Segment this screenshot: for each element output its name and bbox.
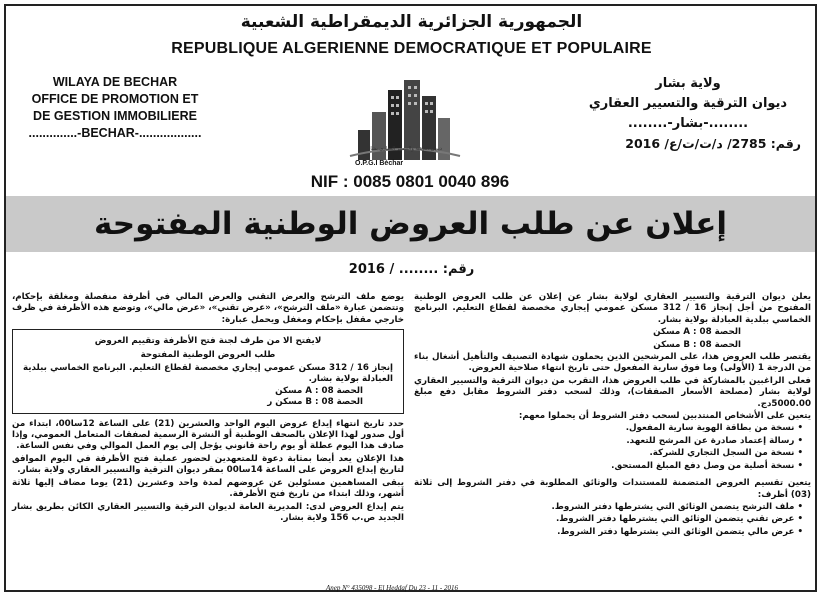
withdrawal-paragraph: فعلى الراغبين بالمشاركة في طلب العروض هذا، التقرب من ديوان الترقية والتسيير العقاري لولاية بشار (مصلحة الأسعار الصفقات)، وذلك لسحب دفتر الشروط مقابل دفع مبلغ 5000.00دج. bbox=[414, 375, 811, 409]
office-line-2: DE GESTION IMMOBILIERE bbox=[33, 109, 197, 123]
eligibility-paragraph: يقتصر طلب العروض هذا، على المرشحين الذين يحملون شهادة التصنيف والتأهيل أشغال بناء من الدرجة 1 (الأولى) وما فوق سارية المفعول حتى تاريخ انتهاء صلاحية العروض. bbox=[414, 352, 811, 374]
lot-a: الحصة A : 08 مسكن bbox=[653, 327, 741, 338]
intro-paragraph: يعلن ديوان الترقية والتسيير العقاري لولاية بشار عن إعلان عن طلب العروض الوطنية المفتوح من أجل إنجاز 16 / 312 مسكن عمومي إيجاري مخصصة لقطاع التعليم. البرنامج الخماسي ببلدية العبادلة بولاية بشار. bbox=[414, 292, 811, 325]
list-item: • عرض تقني يتضمن الوثائق التي يشترطها دفتر الشروط. bbox=[414, 514, 811, 525]
list-item: • نسخة من بطاقة الهوية سارية المفعول. bbox=[414, 423, 811, 434]
box-subtitle: طلب العروض الوطنية المفتوحة bbox=[140, 349, 276, 360]
opening-paragraph: هذا الإعلان يعد أيضا بمثابة دعوة للمتعهدين لحضور عملية فتح الأظرفة في اليوم الموافق لتاريخ إيداع العروض على الساعة 14سا00 بمقر ديوان الترقية والتسيير العقاري ولاية بشار. bbox=[12, 453, 404, 476]
box-lot-b: الحصة B : 08 مسكن ر bbox=[267, 397, 363, 408]
city-line: ..............-BECHAR-.................. bbox=[28, 126, 202, 140]
left-column bbox=[12, 292, 404, 525]
logo-caption-arabic: ديوان الترقية والتسيير العقاري بشار bbox=[368, 146, 442, 152]
header-arabic-title: الجمهورية الجزائرية الديمقراطية الشعبية bbox=[240, 12, 583, 32]
opgi-logo bbox=[330, 72, 480, 168]
issuer-block-french bbox=[20, 74, 210, 142]
issuer-block-arabic bbox=[573, 74, 803, 134]
lot-b: الحصة B : 08 مسكن bbox=[653, 339, 741, 350]
envelope-instructions: يوضع ملف الترشح والعرض التقني والعرض المالي في أظرفة منفصلة ومغلقة بإحكام، وتتضمن عبارة «ملف الترشح»، «عرض تقني»، «عرض مالي»، وتوضع هذه الأظرفة في ظرف خارجي مقفل بإحكام ومغفل ويحمل عبارة: bbox=[12, 292, 404, 325]
box-title: لايفتح الا من طرف لجنة فتح الأظرفة وتقييم العروض bbox=[94, 336, 322, 347]
deadline-paragraph: حدد تاريخ انتهاء إيداع عروض اليوم الواحد والعشرين (21) على الساعة 12سا00، ابتداء من أول صدور لهذا الإعلان بالصحف الوطنية أو النشرة الرسمية لصفقات المتعامل العمومي، وإذا صادف هذا اليوم عطلة أو يوم راحة قانوني يؤجل إلى يوم العمل الموالي وفي نفس الساعة. bbox=[12, 418, 405, 452]
city-line-ar: ........-بشار-........ bbox=[627, 116, 749, 131]
envelope-label-box bbox=[12, 329, 404, 413]
list-item: • نسخة من السجل التجاري للشركة. bbox=[414, 448, 811, 459]
deposit-paragraph: يتم إيداع العروض لدى: المديرية العامة لديوان الترقية والتسيير العقاري الكائن بطريق بشار الجديد ص.ب 156 ولاية بشار. bbox=[12, 501, 404, 523]
required-docs-intro: يتعين على الأشخاص المنتدبين لسحب دفتر الشروط أن يحملوا معهم: bbox=[518, 411, 811, 422]
wilaya-line: WILAYA DE BECHAR bbox=[52, 75, 178, 89]
nif-number: NIF : 0085 0801 0040 896 bbox=[310, 172, 510, 191]
office-line-1: OFFICE DE PROMOTION ET bbox=[31, 92, 199, 106]
logo-caption-french: O.P.G.I Béchar bbox=[355, 160, 404, 167]
announcement-number: رقم: ........ / 2016 bbox=[348, 262, 475, 277]
validity-paragraph: يبقى المساهمين مسئولين عن عروضهم لمدة واحد وعشرين (21) يوما مضاف إليها ثلاثة أشهر، وذلك ابتداء من تاريخ فتح الأظرفة. bbox=[12, 477, 404, 500]
publication-footer: Anep N° 435098 - El Heddaf Du 23 - 11 - 2016 bbox=[326, 584, 458, 592]
reference-number: رقم: 2785/ د/ت/ت/ع/ 2016 bbox=[625, 136, 801, 151]
header-french-title: REPUBLIQUE ALGERIENNE DEMOCRATIQUE ET POPULAIRE bbox=[171, 40, 652, 57]
envelopes-intro: يتعين تقسيم العروض المتضمنة للمستندات والوثائق المطلوبة في دفتر الشروط إلى ثلاثة (03) أظرف: bbox=[414, 478, 811, 500]
list-item: • نسخة أصلية من وصل دفع المبلغ المستحق. bbox=[414, 461, 811, 472]
announcement-title: إعلان عن طلب العروض الوطنية المفتوحة bbox=[93, 206, 728, 242]
box-lot-a: الحصة A : 08 مسكن bbox=[275, 385, 363, 396]
list-item: • رسالة إعتماد صادرة عن المرشح للتعهد. bbox=[414, 436, 811, 447]
list-item: • ملف الترشح يتضمن الوثائق التي يشترطها دفتر الشروط. bbox=[414, 502, 811, 513]
right-column bbox=[414, 292, 811, 539]
wilaya-line-ar: ولاية بشار bbox=[655, 76, 721, 91]
office-line-ar: ديوان الترقية والتسيير العقاري bbox=[588, 96, 788, 111]
box-body: إنجاز 16 / 312 مسكن عمومي إيجاري مخصصة لقطاع التعليم. البرنامج الخماسي ببلدية العبادلة بولاية بشار. bbox=[23, 363, 393, 385]
list-item: • عرض مالي يتضمن الوثائق التي يشترطها دفتر الشروط. bbox=[414, 527, 811, 538]
